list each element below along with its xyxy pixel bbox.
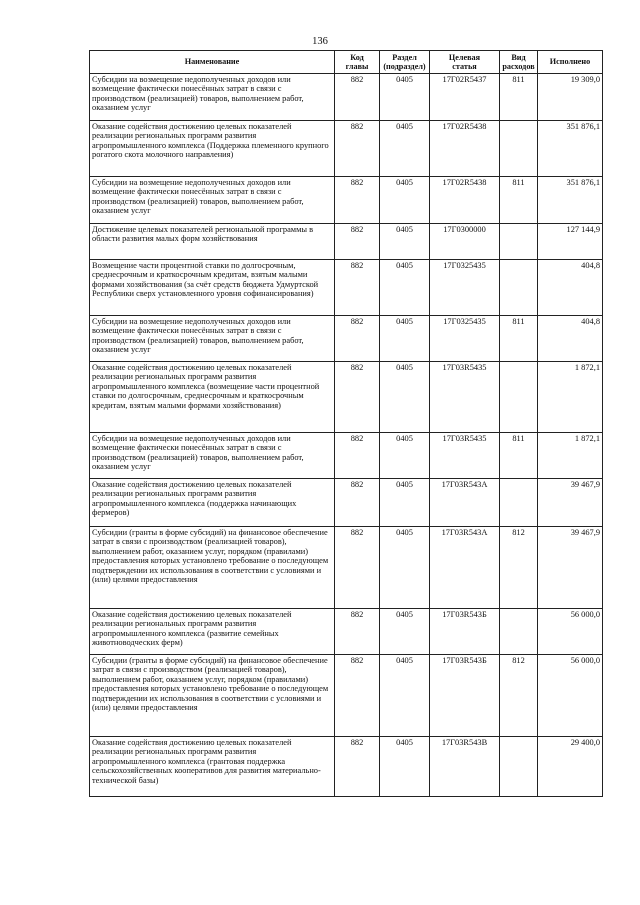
- header-vid: Вид расходов: [500, 51, 538, 74]
- cell-razdel: 0405: [380, 224, 430, 260]
- cell-razdel: 0405: [380, 433, 430, 479]
- table-row: [90, 260, 603, 316]
- cell-name: Субсидии на возмещение недополученных доходов или возмещение фактически понесённых затрат в связи с производством (реализацией) товаров, выполнением работ, оказанием услуг: [90, 433, 335, 479]
- table-row: [90, 655, 603, 737]
- cell-statya: 17Г02R5438: [430, 121, 500, 177]
- header-kod: Код главы: [335, 51, 380, 74]
- cell-name: Оказание содействия достижению целевых показателей реализации региональных программ развития агропромышленного комплекса (поддержка начинающих фермеров): [90, 479, 335, 527]
- table-body: [90, 74, 603, 797]
- cell-razdel: 0405: [380, 260, 430, 316]
- cell-kod: 882: [335, 527, 380, 609]
- cell-kod: 882: [335, 177, 380, 224]
- cell-statya: 17Г0325435: [430, 260, 500, 316]
- cell-kod: 882: [335, 609, 380, 655]
- cell-name: Субсидии на возмещение недополученных доходов или возмещение фактически понесённых затрат в связи с производством (реализацией) товаров, выполнением работ, оказанием услуг: [90, 316, 335, 362]
- cell-amount: 19 309,0: [538, 74, 603, 121]
- cell-kod: 882: [335, 74, 380, 121]
- cell-name: Субсидии на возмещение недополученных доходов или возмещение фактически понесённых затрат в связи с производством (реализацией) товаров, выполнением работ, оказанием услуг: [90, 177, 335, 224]
- cell-kod: 882: [335, 260, 380, 316]
- cell-statya: 17Г0300000: [430, 224, 500, 260]
- cell-statya: 17Г03R5435: [430, 433, 500, 479]
- cell-vid: 812: [500, 655, 538, 737]
- cell-razdel: 0405: [380, 527, 430, 609]
- cell-vid: [500, 224, 538, 260]
- table-row: [90, 224, 603, 260]
- cell-kod: 882: [335, 224, 380, 260]
- budget-table: [89, 50, 603, 797]
- table-row: [90, 316, 603, 362]
- cell-vid: [500, 479, 538, 527]
- cell-statya: 17Г03R5435: [430, 362, 500, 433]
- cell-name: Оказание содействия достижению целевых показателей реализации региональных программ развития агропромышленного комплекса (возмещение части процентной ставки по долгосрочным, среднесрочным и краткосрочным кредитам, взятым малыми формами хозяйствования): [90, 362, 335, 433]
- cell-kod: 882: [335, 316, 380, 362]
- table-row: [90, 177, 603, 224]
- cell-statya: 17Г03R543Б: [430, 655, 500, 737]
- cell-amount: 127 144,9: [538, 224, 603, 260]
- cell-statya: 17Г02R5438: [430, 177, 500, 224]
- cell-kod: 882: [335, 121, 380, 177]
- cell-razdel: 0405: [380, 177, 430, 224]
- cell-statya: 17Г03R543А: [430, 527, 500, 609]
- cell-amount: 404,8: [538, 260, 603, 316]
- cell-amount: 351 876,1: [538, 177, 603, 224]
- cell-vid: 811: [500, 74, 538, 121]
- cell-vid: 811: [500, 316, 538, 362]
- table-row: [90, 362, 603, 433]
- cell-amount: 56 000,0: [538, 609, 603, 655]
- table-header-row: [90, 51, 603, 74]
- cell-name: Достижение целевых показателей региональной программы в области развития малых форм хозяйствования: [90, 224, 335, 260]
- cell-razdel: 0405: [380, 121, 430, 177]
- cell-vid: [500, 260, 538, 316]
- cell-name: Субсидии (гранты в форме субсидий) на финансовое обеспечение затрат в связи с производством (реализацией товаров), выполнением работ, оказанием услуг, порядком (правилами) предоставления которых установлено требование о последующем подтверждении их использования в соответствии с условиями и (или) целями предоставления: [90, 527, 335, 609]
- cell-vid: [500, 121, 538, 177]
- cell-vid: 812: [500, 527, 538, 609]
- cell-name: Оказание содействия достижению целевых показателей реализации региональных программ развития агропромышленного комплекса (грантовая поддержка сельскохозяйственных кооперативов для развития материально-технической базы): [90, 737, 335, 797]
- cell-amount: 39 467,9: [538, 479, 603, 527]
- cell-razdel: 0405: [380, 316, 430, 362]
- cell-name: Возмещение части процентной ставки по долгосрочным, среднесрочным и краткосрочным кредитам, взятым малыми формами хозяйствования (за счёт средств бюджета Удмуртской Республики сверх установленного уровня софинансирования): [90, 260, 335, 316]
- cell-name: Оказание содействия достижению целевых показателей реализации региональных программ развития агропромышленного комплекса (развитие семейных животноводческих ферм): [90, 609, 335, 655]
- table-row: [90, 609, 603, 655]
- cell-razdel: 0405: [380, 479, 430, 527]
- table-row: [90, 479, 603, 527]
- cell-statya: 17Г02R5437: [430, 74, 500, 121]
- cell-razdel: 0405: [380, 737, 430, 797]
- table-row: [90, 737, 603, 797]
- cell-vid: [500, 609, 538, 655]
- cell-razdel: 0405: [380, 74, 430, 121]
- page-number: 136: [312, 36, 328, 47]
- cell-razdel: 0405: [380, 609, 430, 655]
- cell-amount: 1 872,1: [538, 433, 603, 479]
- table-row: [90, 74, 603, 121]
- cell-statya: 17Г03R543А: [430, 479, 500, 527]
- cell-kod: 882: [335, 655, 380, 737]
- header-ispolneno: Исполнено: [538, 51, 603, 74]
- cell-vid: 811: [500, 177, 538, 224]
- header-name: Наименование: [90, 51, 335, 74]
- cell-statya: 17Г03R543Б: [430, 609, 500, 655]
- cell-kod: 882: [335, 362, 380, 433]
- table-row: [90, 527, 603, 609]
- cell-razdel: 0405: [380, 655, 430, 737]
- cell-kod: 882: [335, 737, 380, 797]
- header-razdel: Раздел (подраздел): [380, 51, 430, 74]
- table-row: [90, 433, 603, 479]
- cell-kod: 882: [335, 433, 380, 479]
- cell-statya: 17Г03R543В: [430, 737, 500, 797]
- cell-vid: 811: [500, 433, 538, 479]
- cell-razdel: 0405: [380, 362, 430, 433]
- cell-vid: [500, 362, 538, 433]
- cell-amount: 56 000,0: [538, 655, 603, 737]
- cell-kod: 882: [335, 479, 380, 527]
- cell-amount: 39 467,9: [538, 527, 603, 609]
- header-statya: Целевая статья: [430, 51, 500, 74]
- cell-name: Субсидии (гранты в форме субсидий) на финансовое обеспечение затрат в связи с производством (реализацией товаров), выполнением работ, оказанием услуг, порядком (правилами) предоставления которых установлено требование о последующем подтверждении их использования в соответствии с условиями и (или) целями предоставления: [90, 655, 335, 737]
- cell-statya: 17Г0325435: [430, 316, 500, 362]
- cell-vid: [500, 737, 538, 797]
- cell-name: Оказание содействия достижению целевых показателей реализации региональных программ развития агропромышленного комплекса (Поддержка племенного крупного рогатого скота молочного направления): [90, 121, 335, 177]
- cell-amount: 1 872,1: [538, 362, 603, 433]
- table-row: [90, 121, 603, 177]
- cell-amount: 29 400,0: [538, 737, 603, 797]
- cell-amount: 351 876,1: [538, 121, 603, 177]
- cell-amount: 404,8: [538, 316, 603, 362]
- cell-name: Субсидии на возмещение недополученных доходов или возмещение фактически понесённых затрат в связи с производством (реализацией) товаров, выполнением работ, оказанием услуг: [90, 74, 335, 121]
